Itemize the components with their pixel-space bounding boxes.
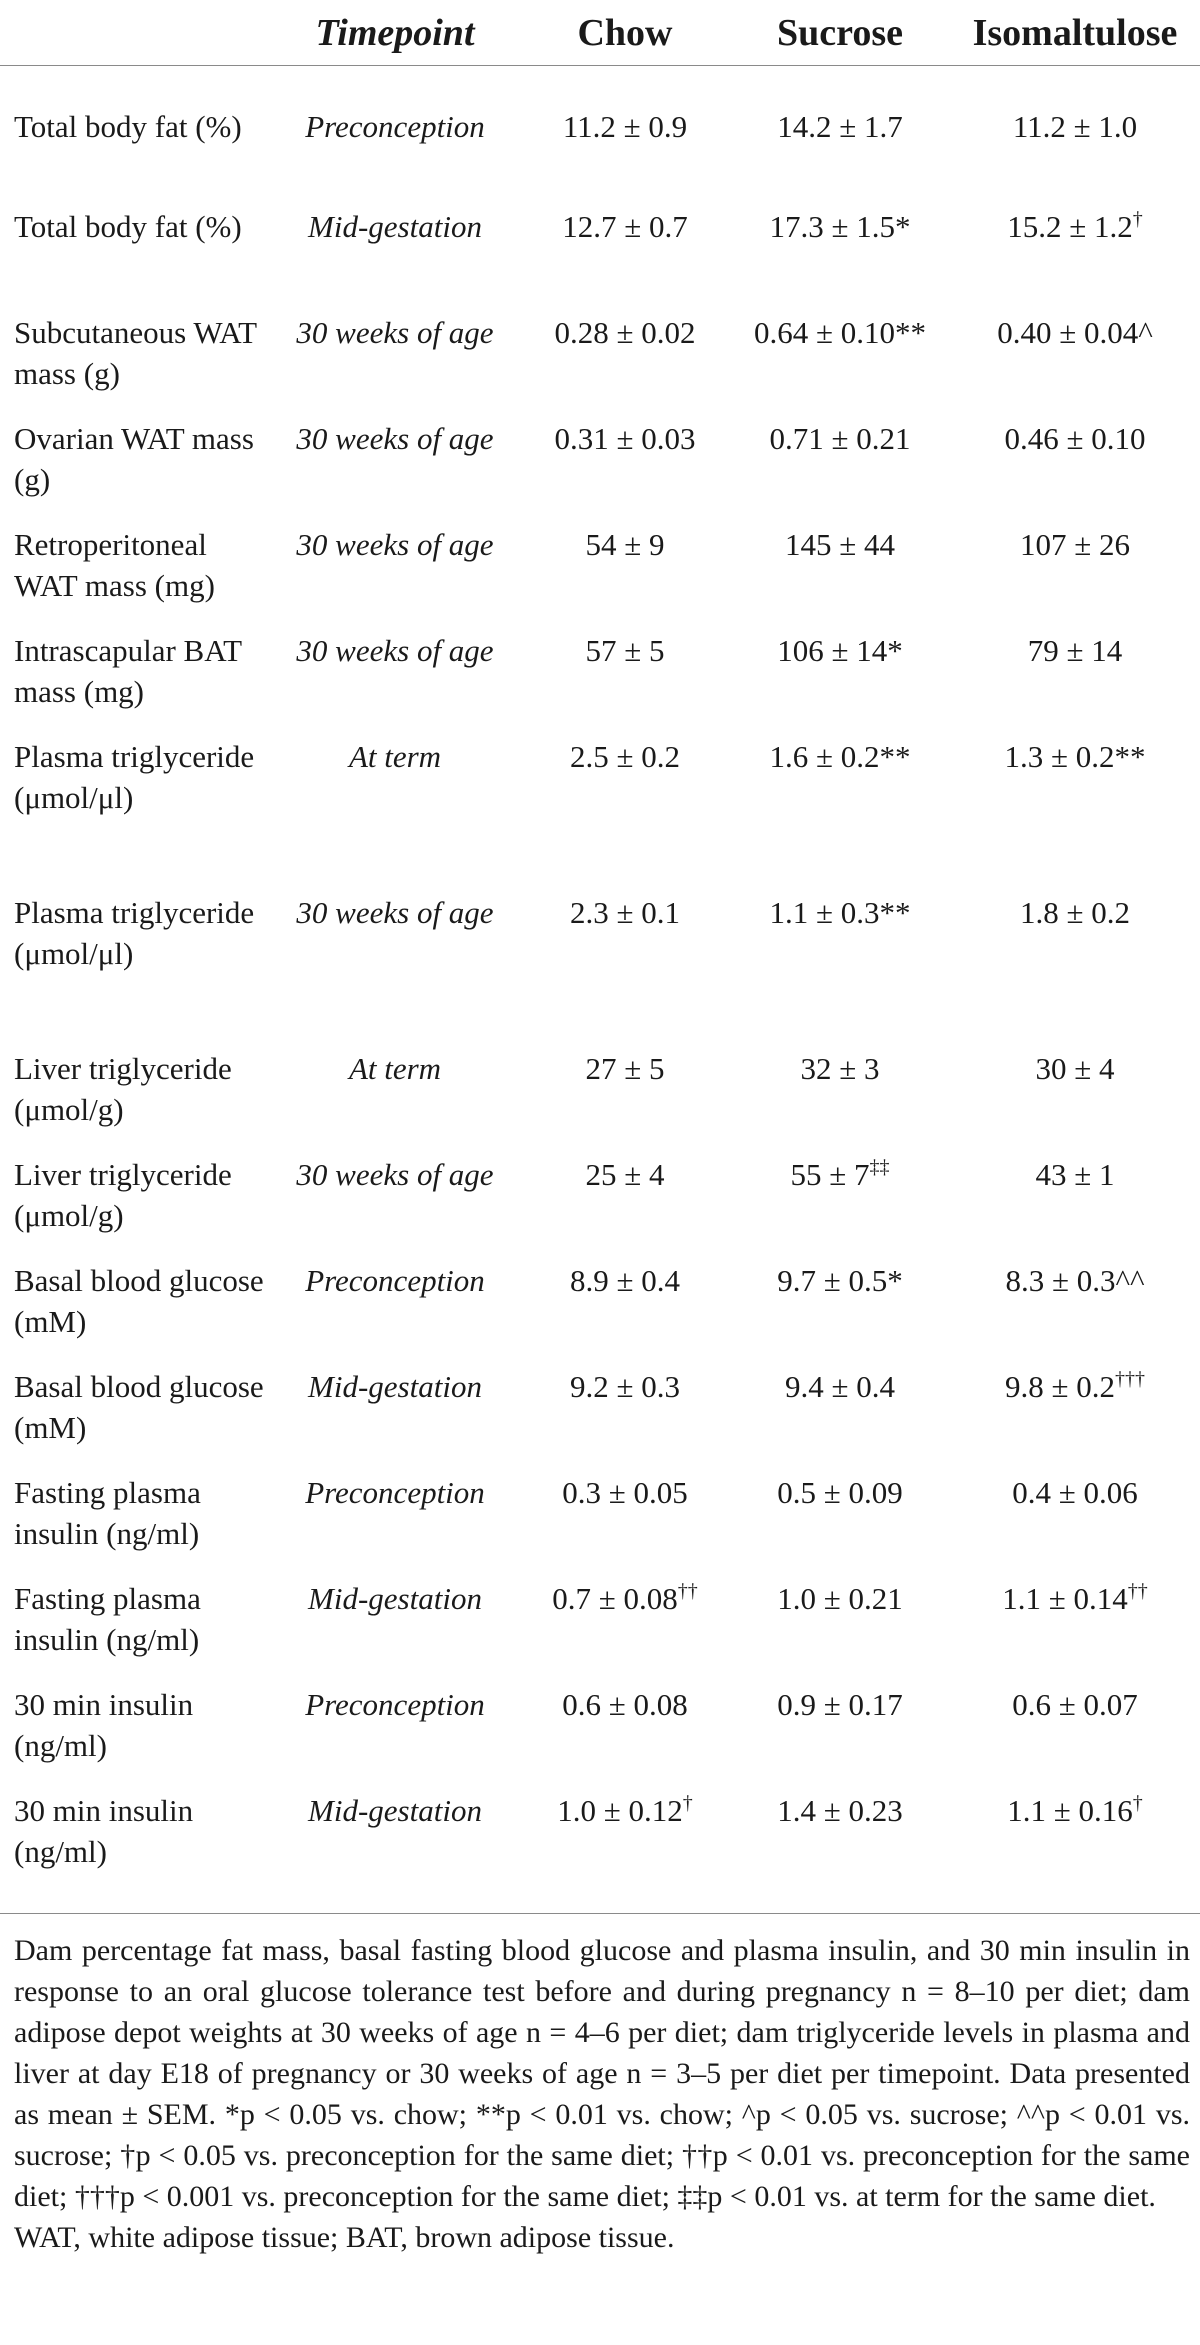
table-body	[0, 66, 1200, 1887]
significance-mark: †	[1132, 208, 1143, 230]
cell-value: 145 ± 44	[784, 527, 895, 562]
cell-timepoint: Preconception	[305, 109, 485, 144]
table-row	[0, 518, 1200, 624]
cell-sucrose	[730, 1678, 950, 1784]
cell-sucrose	[730, 518, 950, 624]
cell-timepoint: 30 weeks of age	[296, 421, 494, 456]
cell-chow	[520, 1042, 730, 1148]
cell-value: 55 ± 7	[790, 1157, 870, 1192]
cell-isomaltulose	[950, 730, 1200, 886]
cell-value: 57 ± 5	[585, 633, 665, 668]
header-variable	[0, 0, 270, 66]
cell-variable: Basal blood glucose (mM)	[14, 1263, 264, 1339]
cell-timepoint: Mid-gestation	[308, 209, 482, 244]
cell-value: 1.3 ± 0.2**	[1004, 739, 1146, 774]
significance-mark: ††	[677, 1580, 698, 1602]
cell-sucrose	[730, 730, 950, 886]
cell-timepoint: 30 weeks of age	[296, 527, 494, 562]
cell-variable: Intrascapular BAT mass (mg)	[14, 633, 242, 709]
cell-variable: Subcutaneous WAT mass (g)	[14, 315, 257, 391]
cell-chow	[520, 1784, 730, 1886]
cell-value: 2.3 ± 0.1	[569, 895, 680, 930]
header-chow: Chow	[520, 0, 730, 66]
cell-sucrose	[730, 1784, 950, 1886]
cell-chow	[520, 518, 730, 624]
cell-value: 2.5 ± 0.2	[569, 739, 680, 774]
cell-chow	[520, 306, 730, 412]
table-row	[0, 200, 1200, 306]
cell-value: 79 ± 14	[1027, 633, 1123, 668]
cell-variable: Liver triglyceride (μmol/g)	[14, 1157, 232, 1233]
cell-value: 1.1 ± 0.3**	[769, 895, 911, 930]
cell-value: 0.71 ± 0.21	[769, 421, 911, 456]
header-sucrose: Sucrose	[730, 0, 950, 66]
table-row	[0, 1042, 1200, 1148]
cell-value: 1.8 ± 0.2	[1019, 895, 1130, 930]
cell-chow	[520, 1678, 730, 1784]
cell-value: 14.2 ± 1.7	[777, 109, 903, 144]
table-footnote	[14, 1930, 1190, 2258]
cell-timepoint: At term	[348, 1051, 442, 1086]
cell-value: 1.1 ± 0.16	[1007, 1793, 1133, 1828]
significance-mark: ††	[1127, 1580, 1148, 1602]
cell-chow	[520, 1360, 730, 1466]
cell-isomaltulose	[950, 66, 1200, 201]
cell-isomaltulose	[950, 624, 1200, 730]
cell-value: 0.7 ± 0.08	[552, 1581, 678, 1616]
cell-variable: 30 min insulin (ng/ml)	[14, 1687, 194, 1763]
cell-value: 27 ± 5	[585, 1051, 665, 1086]
cell-value: 0.40 ± 0.04^	[997, 315, 1153, 350]
cell-value: 8.3 ± 0.3^^	[1005, 1263, 1145, 1298]
cell-sucrose	[730, 886, 950, 1042]
cell-value: 1.0 ± 0.21	[777, 1581, 903, 1616]
cell-value: 0.31 ± 0.03	[554, 421, 696, 456]
cell-timepoint: 30 weeks of age	[296, 633, 494, 668]
cell-timepoint: Preconception	[305, 1475, 485, 1510]
cell-value: 0.64 ± 0.10**	[753, 315, 926, 350]
cell-value: 0.5 ± 0.09	[777, 1475, 903, 1510]
cell-sucrose	[730, 412, 950, 518]
cell-value: 0.6 ± 0.08	[562, 1687, 688, 1722]
cell-timepoint: 30 weeks of age	[296, 895, 494, 930]
cell-sucrose	[730, 1254, 950, 1360]
cell-variable: 30 min insulin (ng/ml)	[14, 1793, 194, 1869]
cell-value: 1.0 ± 0.12	[557, 1793, 683, 1828]
cell-value: 106 ± 14*	[777, 633, 903, 668]
table-row	[0, 1678, 1200, 1784]
cell-chow	[520, 200, 730, 306]
cell-value: 0.46 ± 0.10	[1004, 421, 1146, 456]
cell-isomaltulose	[950, 1042, 1200, 1148]
cell-chow	[520, 66, 730, 201]
cell-value: 1.1 ± 0.14	[1002, 1581, 1128, 1616]
cell-timepoint: 30 weeks of age	[296, 1157, 494, 1192]
cell-value: 25 ± 4	[585, 1157, 665, 1192]
header-isomaltulose: Isomaltulose	[950, 0, 1200, 66]
table-row	[0, 886, 1200, 1042]
cell-value: 32 ± 3	[800, 1051, 880, 1086]
cell-variable: Plasma triglyceride (μmol/μl)	[14, 895, 255, 971]
cell-sucrose	[730, 1042, 950, 1148]
cell-variable: Fasting plasma insulin (ng/ml)	[14, 1475, 201, 1551]
cell-sucrose	[730, 200, 950, 306]
cell-chow	[520, 624, 730, 730]
cell-isomaltulose	[950, 886, 1200, 1042]
significance-mark: †	[1132, 1792, 1143, 1814]
cell-value: 11.2 ± 1.0	[1012, 109, 1138, 144]
cell-isomaltulose	[950, 1572, 1200, 1678]
cell-value: 1.4 ± 0.23	[777, 1793, 903, 1828]
cell-value: 12.7 ± 0.7	[562, 209, 688, 244]
cell-timepoint: Preconception	[305, 1263, 485, 1298]
cell-timepoint: Preconception	[305, 1687, 485, 1722]
cell-sucrose	[730, 306, 950, 412]
significance-mark: †††	[1115, 1368, 1145, 1390]
cell-isomaltulose	[950, 412, 1200, 518]
cell-value: 0.6 ± 0.07	[1012, 1687, 1138, 1722]
cell-value: 43 ± 1	[1035, 1157, 1115, 1192]
header-row	[0, 0, 1200, 66]
table-row	[0, 730, 1200, 886]
cell-isomaltulose	[950, 1148, 1200, 1254]
cell-variable: Total body fat (%)	[14, 109, 242, 144]
cell-value: 1.6 ± 0.2**	[769, 739, 911, 774]
cell-sucrose	[730, 1148, 950, 1254]
cell-timepoint: Mid-gestation	[308, 1581, 482, 1616]
cell-value: 0.9 ± 0.17	[777, 1687, 903, 1722]
table-row	[0, 1572, 1200, 1678]
cell-value: 9.8 ± 0.2	[1004, 1369, 1115, 1404]
significance-mark: †	[682, 1792, 693, 1814]
cell-chow	[520, 1254, 730, 1360]
cell-sucrose	[730, 66, 950, 201]
cell-value: 11.2 ± 0.9	[562, 109, 688, 144]
footnote-abbreviations: WAT, white adipose tissue; BAT, brown adipose tissue.	[14, 2221, 675, 2254]
table-row	[0, 1466, 1200, 1572]
table-row	[0, 66, 1200, 201]
cell-isomaltulose	[950, 518, 1200, 624]
cell-variable: Plasma triglyceride (μmol/μl)	[14, 739, 255, 815]
cell-value: 9.4 ± 0.4	[784, 1369, 895, 1404]
table-row	[0, 1784, 1200, 1886]
cell-value: 17.3 ± 1.5*	[769, 209, 911, 244]
cell-variable: Liver triglyceride (μmol/g)	[14, 1051, 232, 1127]
cell-variable: Fasting plasma insulin (ng/ml)	[14, 1581, 201, 1657]
cell-value: 0.3 ± 0.05	[562, 1475, 688, 1510]
cell-sucrose	[730, 1572, 950, 1678]
cell-chow	[520, 730, 730, 886]
cell-value: 9.2 ± 0.3	[569, 1369, 680, 1404]
table-row	[0, 1360, 1200, 1466]
cell-isomaltulose	[950, 200, 1200, 306]
cell-isomaltulose	[950, 306, 1200, 412]
cell-sucrose	[730, 1466, 950, 1572]
table-row	[0, 412, 1200, 518]
cell-value: 8.9 ± 0.4	[569, 1263, 680, 1298]
cell-value: 0.4 ± 0.06	[1012, 1475, 1138, 1510]
cell-isomaltulose	[950, 1466, 1200, 1572]
cell-variable: Retroperitoneal WAT mass (mg)	[14, 527, 215, 603]
table-row	[0, 306, 1200, 412]
cell-chow	[520, 1466, 730, 1572]
header-timepoint: Timepoint	[270, 0, 520, 66]
table-row	[0, 624, 1200, 730]
cell-value: 54 ± 9	[585, 527, 665, 562]
cell-value: 9.7 ± 0.5*	[777, 1263, 903, 1298]
cell-chow	[520, 412, 730, 518]
cell-timepoint: Mid-gestation	[308, 1793, 482, 1828]
cell-chow	[520, 886, 730, 1042]
cell-chow	[520, 1572, 730, 1678]
cell-value: 15.2 ± 1.2	[1007, 209, 1133, 244]
cell-variable: Basal blood glucose (mM)	[14, 1369, 264, 1445]
significance-mark: ‡‡	[869, 1156, 890, 1178]
cell-isomaltulose	[950, 1678, 1200, 1784]
cell-chow	[520, 1148, 730, 1254]
footnote-text: Dam percentage fat mass, basal fasting blood glucose and plasma insulin, and 30 min insulin in response to an oral glucose tolerance test before and during pregnancy n = 8–10 per diet; dam adipose depot weights at 30 weeks of age n = 4–6 per diet; dam triglyceride levels in plasma and liver at day E18 of pregnancy or 30 weeks of age n = 3–5 per diet per timepoint. Data presented as mean ± SEM. *p < 0.05 vs. chow; **p < 0.01 vs. chow; ^p < 0.05 vs. sucrose; ^^p < 0.01 vs. sucrose; †p < 0.05 vs. preconception for the same diet; ††p < 0.01 vs. preconception for the same diet; †††p < 0.001 vs. preconception for the same diet; ‡‡p < 0.01 vs. at term for the same diet.	[14, 1934, 1190, 2213]
cell-timepoint: At term	[348, 739, 442, 774]
cell-value: 30 ± 4	[1035, 1051, 1115, 1086]
table-row	[0, 1148, 1200, 1254]
cell-isomaltulose	[950, 1784, 1200, 1886]
cell-sucrose	[730, 1360, 950, 1466]
cell-value: 0.28 ± 0.02	[554, 315, 696, 350]
cell-timepoint: 30 weeks of age	[296, 315, 494, 350]
cell-isomaltulose	[950, 1254, 1200, 1360]
cell-variable: Total body fat (%)	[14, 209, 242, 244]
cell-isomaltulose	[950, 1360, 1200, 1466]
table-row	[0, 1254, 1200, 1360]
cell-variable: Ovarian WAT mass (g)	[14, 421, 254, 497]
cell-value: 107 ± 26	[1019, 527, 1130, 562]
footnote-divider	[0, 1913, 1200, 1914]
cell-timepoint: Mid-gestation	[308, 1369, 482, 1404]
cell-sucrose	[730, 624, 950, 730]
